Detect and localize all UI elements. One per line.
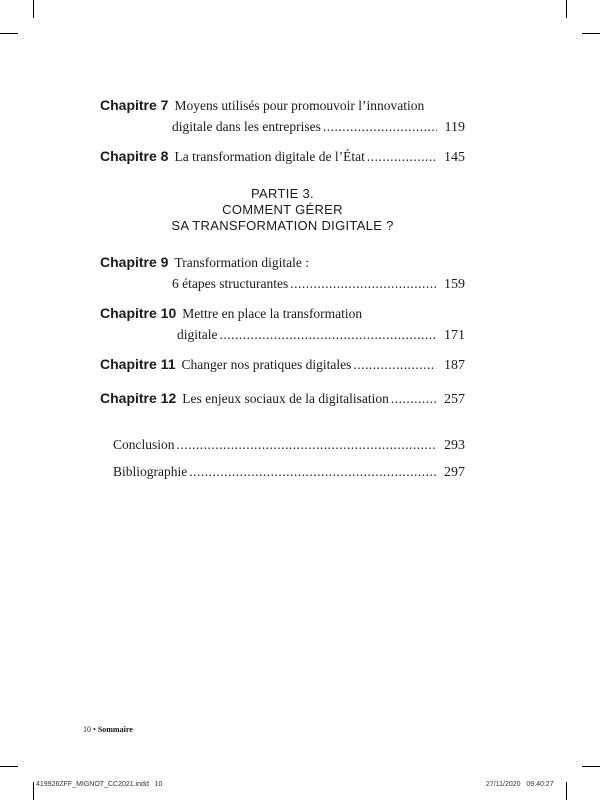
chapter-title: Transformation digitale : <box>174 255 309 270</box>
entry-title: Conclusion <box>113 437 175 452</box>
crop-mark <box>33 0 34 18</box>
footer-section: Sommaire <box>97 725 133 734</box>
dot-leader <box>189 461 436 482</box>
page-number: 257 <box>444 392 465 407</box>
chapter-title-cont: 6 étapes structurantes <box>172 276 289 291</box>
page-number: 297 <box>444 465 465 480</box>
chapter-title: Changer nos pratiques digitales <box>181 357 352 372</box>
chapter-label: Chapitre 7 <box>100 97 169 113</box>
toc-entry-chapter-10[interactable] <box>100 303 465 345</box>
chapter-title-cont: digitale dans les entreprises <box>172 119 321 134</box>
toc-entry-chapter-12[interactable] <box>100 388 465 409</box>
crop-mark <box>582 766 600 767</box>
page-number: 171 <box>444 328 465 343</box>
chapter-title: Mettre en place la transformation <box>182 306 363 321</box>
page-number: 187 <box>444 358 465 373</box>
toc-entry-chapter-11[interactable] <box>100 354 465 375</box>
chapter-title: Moyens utilisés pour promouvoir l’innovation <box>174 98 425 113</box>
dot-leader <box>220 324 437 345</box>
chapter-label: Chapitre 11 <box>100 356 176 372</box>
running-footer <box>83 725 133 734</box>
toc-entry-chapter-8[interactable] <box>100 146 465 167</box>
part-title-line-2: SA TRANSFORMATION DIGITALE ? <box>171 218 394 233</box>
slug-file: 419926ZFF_MIGNOT_CC2021.indd 10 <box>36 781 163 788</box>
crop-mark <box>0 33 18 34</box>
chapter-label: Chapitre 8 <box>100 148 169 164</box>
page-number: 159 <box>444 277 465 292</box>
crop-mark <box>0 766 18 767</box>
page-number: 145 <box>444 150 465 165</box>
crop-mark <box>582 33 600 34</box>
toc-entry-bibliographie[interactable] <box>113 461 465 482</box>
slug-timestamp: 27/11/2020 09:40:27 <box>486 781 554 788</box>
crop-mark <box>566 0 567 18</box>
chapter-title: La transformation digitale de l’État <box>174 149 365 164</box>
crop-mark <box>33 782 34 800</box>
chapter-title-cont: digitale <box>177 327 218 342</box>
dot-leader <box>391 388 436 409</box>
toc-entry-chapter-9[interactable] <box>100 252 465 294</box>
toc-entry-chapter-7[interactable] <box>100 95 465 137</box>
dot-leader <box>353 354 436 375</box>
dot-leader <box>323 116 437 137</box>
dot-leader <box>367 146 436 167</box>
footer-page-number: 10 <box>83 725 91 734</box>
toc-entry-conclusion[interactable] <box>113 434 465 455</box>
dot-leader <box>177 434 436 455</box>
footer-separator: • <box>93 725 96 734</box>
entry-title: Bibliographie <box>113 464 188 479</box>
part-title-line-1: COMMENT GÉRER <box>222 202 343 217</box>
part-number: PARTIE 3. <box>251 186 314 201</box>
chapter-label: Chapitre 10 <box>100 305 177 321</box>
crop-mark <box>566 782 567 800</box>
part-heading <box>100 186 465 234</box>
chapter-label: Chapitre 9 <box>100 254 169 270</box>
chapter-title: Les enjeux sociaux de la digitalisation <box>182 391 389 406</box>
page-number: 119 <box>444 120 465 135</box>
dot-leader <box>290 273 436 294</box>
chapter-label: Chapitre 12 <box>100 390 177 406</box>
page-number: 293 <box>444 438 465 453</box>
